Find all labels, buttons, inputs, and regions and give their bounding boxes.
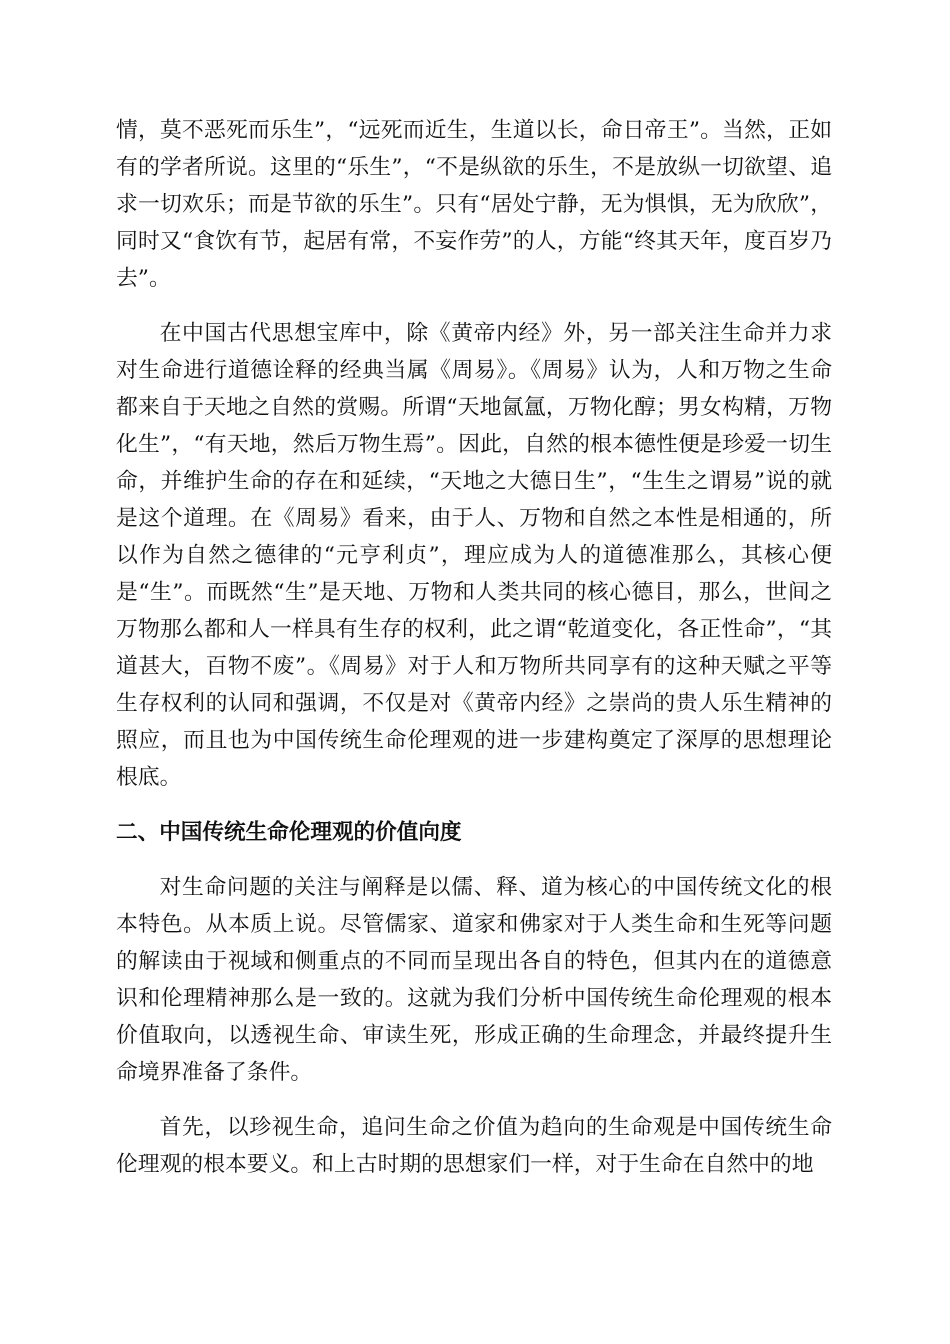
document-page xyxy=(116,112,832,1201)
paragraph-continuation: 情，莫不恶死而乐生”，“远死而近生，生道以长，命日帝王”。当然，正如有的学者所说。这里的“乐生”，“不是纵欲的乐生，不是放纵一切欲望、追求一切欢乐；而是节欲的乐生”。只有“居处宁静，无为惧惧，无为欣欣”，同时又“食饮有节，起居有常，不妄作劳”的人，方能“终其天年，度百岁乃去”。 xyxy=(116,118,832,291)
paragraph-value-orientation: 对生命问题的关注与阐释是以儒、释、道为核心的中国传统文化的根本特色。从本质上说。尽管儒家、道家和佛家对于人类生命和生死等问题的解读由于视域和侧重点的不同而呈现出各自的特色，但其内在的道德意识和伦理精神那么是一致的。这就为我们分析中国传统生命伦理观的根本价值取向，以透视生命、审读生死，形成正确的生命理念，并最终提升生命境界准备了条件。 xyxy=(116,875,832,1085)
paragraph-first-point: 首先，以珍视生命，追问生命之价值为趋向的生命观是中国传统生命伦理观的根本要义。和上古时期的思想家们一样，对于生命在自然中的地 xyxy=(116,1115,832,1177)
paragraph-zhouyi: 在中国古代思想宝库中，除《黄帝内经》外，另一部关注生命并力求对生命进行道德诠释的经典当属《周易》。《周易》认为，人和万物之生命都来自于天地之自然的赏赐。所谓“天地氤氲，万物化醇；男女构精，万物化生”，“有天地，然后万物生焉”。因此，自然的根本德性便是珍爱一切生命，并维护生命的存在和延续，“天地之大德日生”，“生生之谓易”说的就是这个道理。在《周易》看来，由于人、万物和自然之本性是相通的，所以作为自然之德律的“元亨利贞”，理应成为人的道德准那么，其核心便是“生”。而既然“生”是天地、万物和人类共同的核心德目，那么，世间之万物那么都和人一样具有生存的权利，此之谓“乾道变化，各正性命”，“其道甚大，百物不废”。《周易》对于人和万物所共同享有的这种天赋之平等生存权利的认同和强调，不仅是对《黄帝内经》之崇尚的贵人乐生精神的照应，而且也为中国传统生命伦理观的进一步建构奠定了深厚的思想理论根底。 xyxy=(116,321,832,790)
section-heading: 二、中国传统生命伦理观的价值向度 xyxy=(116,820,462,845)
